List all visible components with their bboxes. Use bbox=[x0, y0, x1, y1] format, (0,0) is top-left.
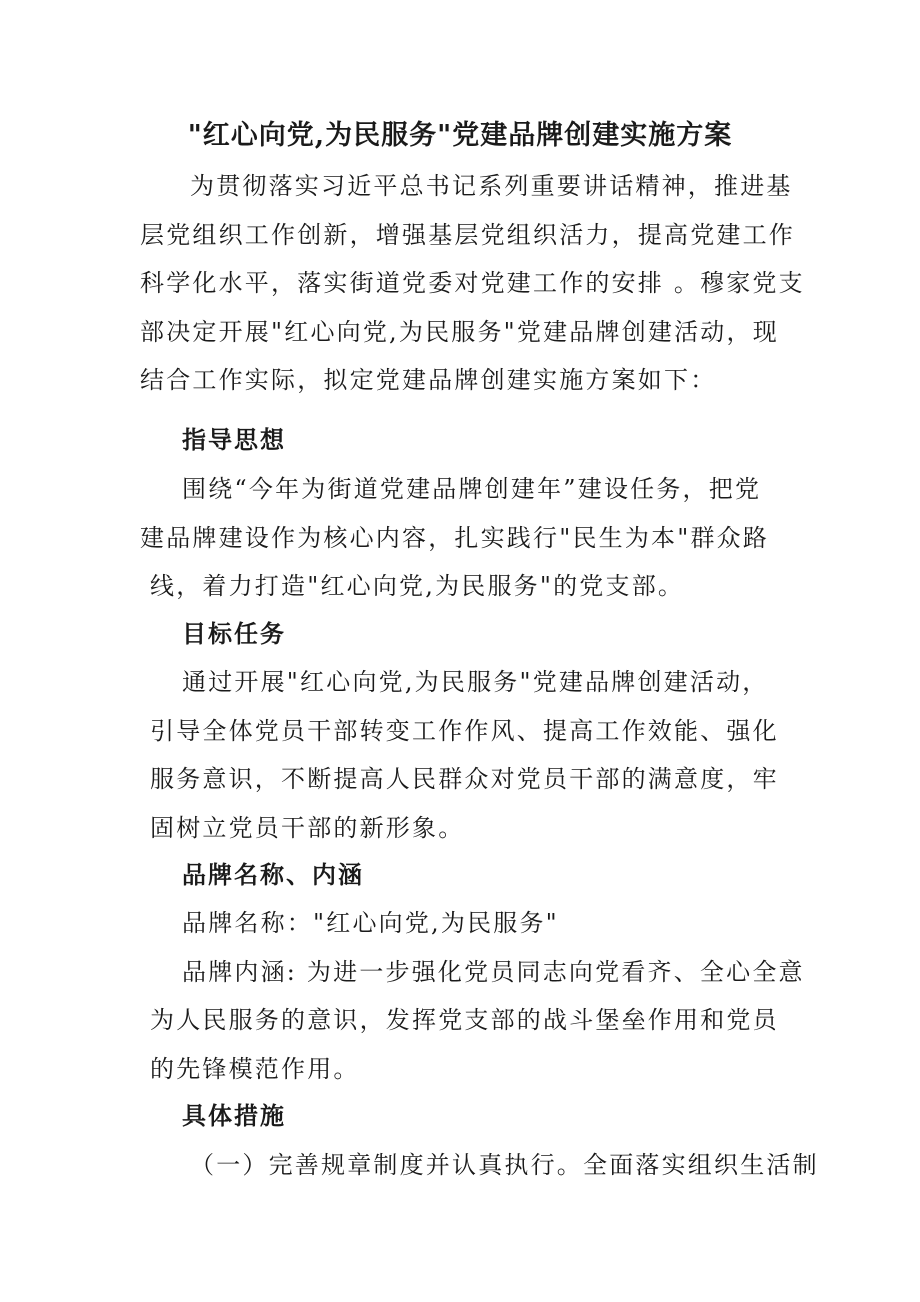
brand-meaning-line: 为人民服务的意识，发挥党支部的战斗堡垒作用和党员 bbox=[150, 1006, 779, 1034]
guiding-line: 建品牌建设作为核心内容，扎实践行"民生为本"群众路 bbox=[140, 523, 770, 552]
section-heading-brand: 品牌名称、内涵 bbox=[182, 860, 364, 889]
intro-line: 层党组织工作创新，增强基层党组织活力，提高党建工作 bbox=[140, 220, 795, 249]
intro-line: 为贯彻落实习近平总书记系列重要讲话精神，推进基 bbox=[190, 172, 793, 200]
section-heading-measures: 具体措施 bbox=[182, 1101, 286, 1130]
brand-paragraph bbox=[140, 899, 805, 1093]
guiding-paragraph bbox=[140, 465, 785, 611]
document-title: "红心向党,为民服务"党建品牌创建实施方案 bbox=[187, 120, 733, 151]
intro-line: 科学化水平，落实街道党委对党建工作的安排 。穆家党支 bbox=[140, 269, 805, 297]
brand-meaning-line: 品牌内涵: 为进一步强化党员同志向党看齐、全心全意 bbox=[182, 957, 805, 986]
brand-name-line: 品牌名称："红心向党,为民服务" bbox=[182, 909, 559, 937]
intro-paragraph bbox=[140, 162, 805, 405]
goals-paragraph bbox=[140, 658, 785, 852]
measures-line: （一）完善规章制度并认真执行。全面落实组织生活制 bbox=[190, 1151, 819, 1179]
guiding-line: 围绕“今年为街道党建品牌创建年”建设任务，把党 bbox=[182, 475, 762, 503]
goals-line: 固树立党员干部的新形象。 bbox=[150, 813, 465, 842]
intro-line: 结合工作实际，拟定党建品牌创建实施方案如下： bbox=[140, 366, 717, 394]
section-heading-guiding: 指导思想 bbox=[182, 425, 286, 454]
intro-line: 部决定开展"红心向党,为民服务"党建品牌创建活动，现 bbox=[140, 317, 779, 346]
goals-line: 通过开展"红心向党,为民服务"党建品牌创建活动， bbox=[182, 668, 769, 696]
goals-line: 引导全体党员干部转变工作作风、提高工作效能、强化 bbox=[150, 716, 779, 745]
guiding-line: 线，着力打造"红心向党,为民服务"的党支部。 bbox=[150, 572, 685, 600]
goals-line: 服务意识，不断提高人民群众对党员干部的满意度，牢 bbox=[150, 765, 779, 793]
section-heading-goals: 目标任务 bbox=[182, 619, 286, 648]
measures-paragraph bbox=[140, 1141, 819, 1190]
brand-meaning-line: 的先锋模范作用。 bbox=[150, 1054, 360, 1083]
